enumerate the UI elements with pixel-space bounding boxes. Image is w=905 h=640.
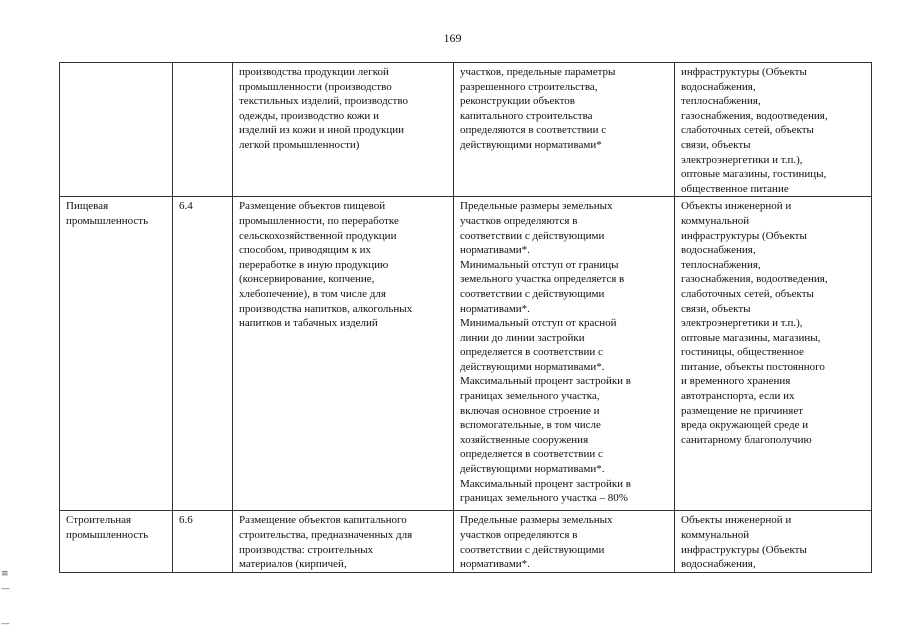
table-row [60,197,872,511]
use-type-code-cell [173,197,233,511]
auxiliary-uses: Объекты инженерной и коммунальной инфраструктуры (Объекты водоснабжения, [681,514,807,571]
land-use-regulations-table [59,62,872,573]
use-description-cell [233,63,454,197]
scan-margin-mark: — [1,584,10,594]
use-type-name-cell [60,511,173,572]
auxiliary-uses: Объекты инженерной и коммунальной инфраструктуры (Объекты водоснабжения, теплоснабжения, газоснабжения, водоотведения, слаботочных сетей, объекты связи, объекты электроэнергетики и т.п.), оптовые магазины, магазины, гостиницы, общественное питание, объекты постоянного и временного хранения автотранспорта, если их размещение не причиняет вреда окружающей среде и санитарному благополучию [681,200,828,446]
use-type-name-cell [60,197,173,511]
use-description-cell [233,511,454,572]
use-description: Размещение объектов капитального строительства, предназначенных для производства: строительных материалов (кирпичей, [239,514,413,571]
scan-margin-mark: ≡ [1,569,9,579]
auxiliary-uses-cell [675,511,872,572]
auxiliary-uses: инфраструктуры (Объекты водоснабжения, теплоснабжения, газоснабжения, водоотведения, слаботочных сетей, объекты связи, объекты электроэнергетики и т.п.), оптовые магазины, гостиницы, общественное питание [681,66,828,195]
construction-parameters-cell [454,63,675,197]
use-type-code-cell [173,63,233,197]
use-type-code: 6.4 [179,200,193,213]
use-type-code: 6.6 [179,514,193,527]
scan-margin-mark: — [1,619,10,629]
page-number: 169 [443,31,462,45]
table-row [60,63,872,197]
construction-parameters: Предельные размеры земельных участков определяются в соответствии с действующими нормативами*. Минимальный отступ от границы земельного участка определяется в соответствии с действующими нормативами*. Минимальный отступ от красной линии до линии застройки определяется в соответствии с действующими нормативами*. Максимальный процент застройки в границах земельного участка, включая основное строение и вспомогательные, в том числе хозяйственные сооружения определяется в соответствии с действующими нормативами*. Максимальный процент застройки в границах земельного участка – 80% [460,200,631,505]
auxiliary-uses-cell [675,197,872,511]
use-type-name-cell [60,63,173,197]
auxiliary-uses-cell [675,63,872,197]
use-type-name: Пищевая промышленность [66,200,149,227]
use-description-cell [233,197,454,511]
construction-parameters: Предельные размеры земельных участков определяются в соответствии с действующими нормативами*. [460,514,613,571]
use-type-code-cell [173,511,233,572]
use-description: Размещение объектов пищевой промышленности, по переработке сельскохозяйственной продукции способом, приводящим к их переработке в иную продукцию (консервирование, копчение, хлебопечение), в том числе для производства напитков, алкогольных напитков и табачных изделий [239,200,413,330]
construction-parameters-cell [454,511,675,572]
construction-parameters-cell [454,197,675,511]
use-type-name: Строительная промышленность [66,514,149,541]
use-description: производства продукции легкой промышленности (производство текстильных изделий, производство одежды, производство кожи и изделий из кожи и иной продукции легкой промышленности) [239,66,408,151]
construction-parameters: участков, предельные параметры разрешенного строительства, реконструкции объектов капитального строительства определяются в соответствии с действующими нормативами* [460,66,616,151]
table-row [60,511,872,572]
